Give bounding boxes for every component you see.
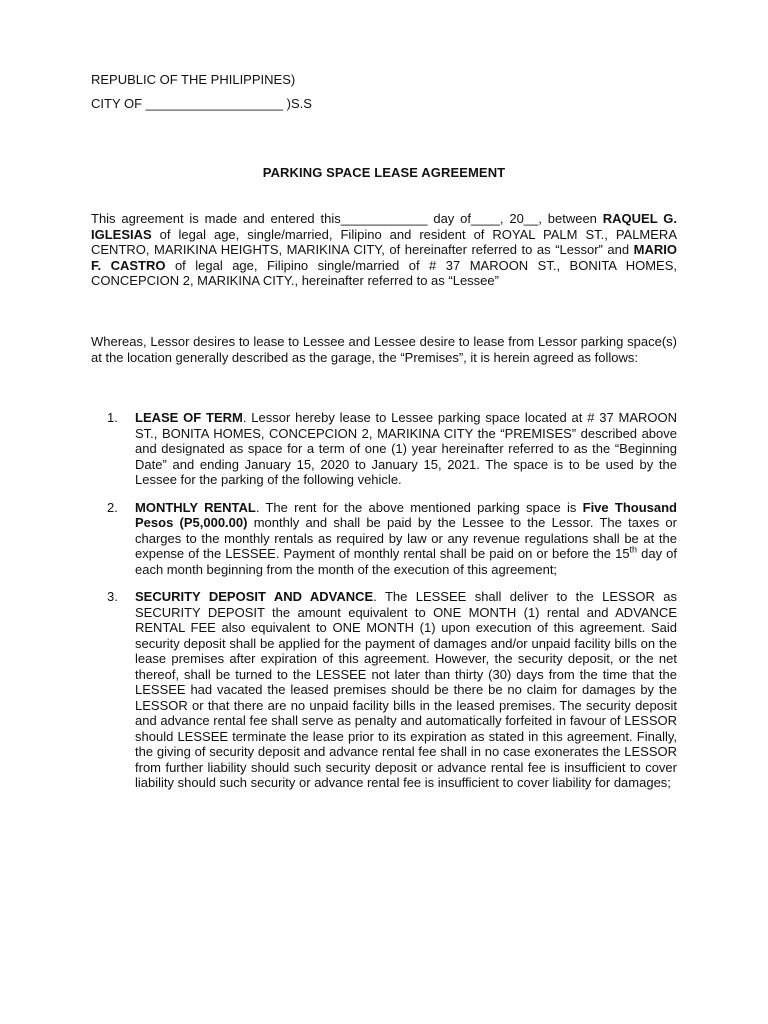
clause-heading: LEASE OF TERM: [135, 410, 243, 425]
ordinal-suffix: th: [629, 544, 638, 555]
clause-text: . Lessor hereby lease to Lessee parking space located at # 37 MAROON ST., BONITA HOMES, CONCEPCION 2, MARIKINA CITY the “PREMISES” described above and designated as space for a term of one (1) year hereinafter referred to as the “Beginning Date” and ending January 15, 2020 to January 15, 2021. The space is to be used by the Lessee for the parking of the following vehicle.: [135, 410, 678, 487]
clause-item: [107, 589, 677, 791]
clause-text: monthly and shall be paid by the Lessee to the Lessor. The taxes or charges to the monthly rentals as required by law or any revenue regulations shall be at the expense of the LESSEE. Payment of monthly rental shall be paid on or before the 15: [135, 515, 677, 561]
clause-number: 3.: [107, 589, 118, 604]
clause-text: day of each month beginning from the month of the execution of this agreement;: [135, 546, 677, 577]
clause-number: 1.: [107, 410, 118, 425]
lessee-name: MARIO F. CASTRO: [91, 242, 677, 273]
clause-item: [107, 500, 677, 578]
clause-heading: MONTHLY RENTAL: [135, 499, 256, 515]
intro-text-c: of legal age, Filipino single/married of # 37 MAROON ST., BONITA HOMES, CONCEPCION 2, MARIKINA CITY., hereinafter referred to as “Lessee”: [91, 257, 677, 288]
lessor-name: RAQUEL G. IGLESIAS: [91, 211, 677, 242]
clause-text: . The LESSEE shall deliver to the LESSOR as SECURITY DEPOSIT the amount equivalent to ONE MONTH (1) rental and ADVANCE RENTAL FEE also equivalent to ONE MONTH (1) upon execution of this agreement. Said security deposit shall be applied for the payment of damages and/or unpaid facility bills on the lease premises after expiration of this agreement. However, the security deposit, or the net thereof, shall be turned to the LESSEE not later than thirty (30) days from the time that the LESSEE had vacated the leased premises should be there be no claim for damages by the LESSOR or that there are no unpaid facility bills in the leased premises. The security deposit and advance rental fee shall serve as penalty and automatically forfeited in favour of LESSOR should LESSEE terminate the lease prior to its expiration as stated in this agreement. Finally, the giving of security deposit and advance rental fee shall in no case exonerates the LESSOR from further liability should such security deposit or advance rental fee is insufficient to cover liability should such security or advance rental fee is insufficient to cover liability for damages;: [135, 589, 677, 790]
intro-text-a: This agreement is made and entered this____________ day of____, 20__, between: [91, 211, 603, 226]
intro-text-b: of legal age, single/married, Filipino and resident of ROYAL PALM ST., PALMERA CENTRO, MARIKINA HEIGHTS, MARIKINA CITY, of hereinafter referred to as “Lessor” and: [91, 226, 677, 257]
document-title: PARKING SPACE LEASE AGREEMENT: [262, 165, 506, 180]
rent-amount: Five Thousand Pesos (P5,000.00): [135, 499, 677, 530]
header-city: CITY OF ___________________ )S.S: [91, 96, 312, 111]
clause-item: [107, 410, 677, 488]
clause-list: [107, 410, 677, 803]
clause-heading: SECURITY DEPOSIT AND ADVANCE: [135, 589, 374, 604]
intro-paragraph: [91, 211, 677, 289]
whereas-paragraph: Whereas, Lessor desires to lease to Lessee and Lessee desire to lease from Lessor parking space(s) at the location generally described as the garage, the “Premises”, it is herein agreed as follows:: [91, 334, 677, 365]
clause-text: . The rent for the above mentioned parking space is: [255, 499, 583, 515]
clause-number: 2.: [107, 499, 118, 515]
header-republic: REPUBLIC OF THE PHILIPPINES): [91, 72, 296, 87]
